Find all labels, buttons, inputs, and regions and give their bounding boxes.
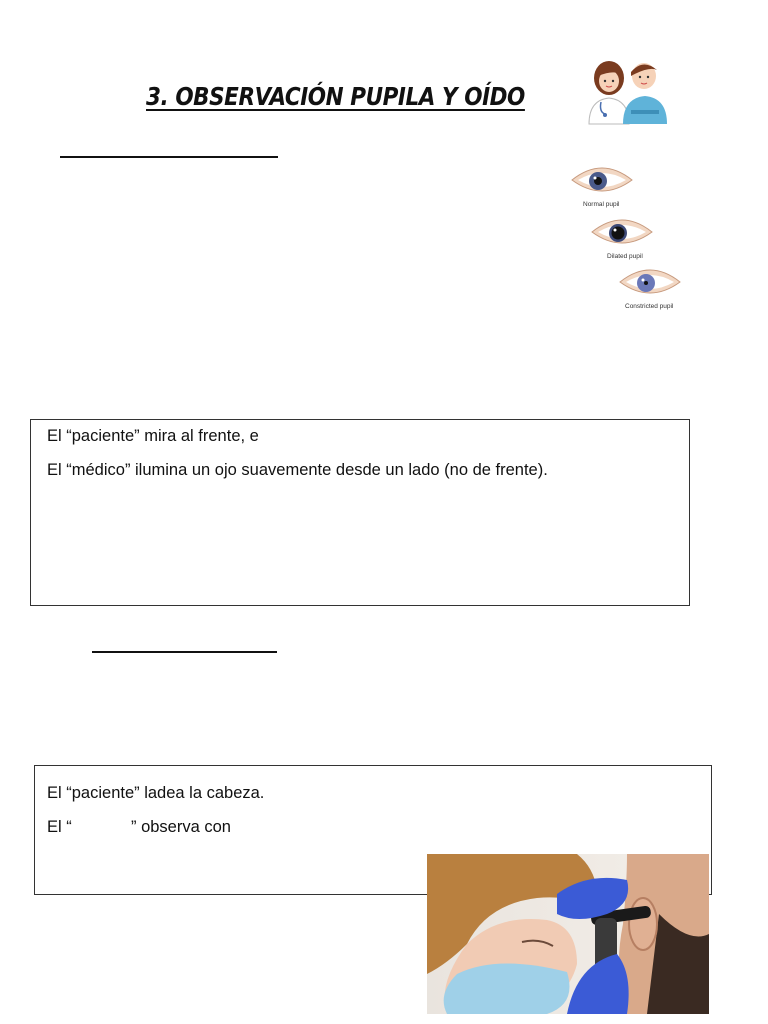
pupil-instruction-line-1: El “paciente” mira al frente, e <box>47 427 259 445</box>
normal-pupil-eye-icon <box>570 162 634 198</box>
otoscope-exam-photo <box>427 854 709 1014</box>
section-rule-2 <box>92 651 277 653</box>
dilated-pupil-caption: Dilated pupil <box>607 253 643 260</box>
constricted-pupil-eye-icon <box>618 264 682 300</box>
pupil-instruction-line-2: El “médico” ilumina un ojo suavemente desde un lado (no de frente). <box>47 461 548 479</box>
page-title: 3. OBSERVACIÓN PUPILA Y OÍDO <box>146 82 525 111</box>
ear-instruction-line-1: El “paciente” ladea la cabeza. <box>47 784 265 802</box>
pupil-instructions-box <box>30 419 690 606</box>
ear-instruction-line-2-end: ” observa con <box>131 818 231 836</box>
constricted-pupil-caption: Constricted pupil <box>625 303 674 310</box>
normal-pupil-caption: Normal pupil <box>583 201 620 208</box>
doctors-illustration <box>583 56 669 126</box>
pupil-diagram <box>570 162 690 312</box>
section-rule-1 <box>60 156 278 158</box>
ear-instruction-line-2-start: El “ <box>47 818 72 836</box>
dilated-pupil-eye-icon <box>590 214 654 250</box>
